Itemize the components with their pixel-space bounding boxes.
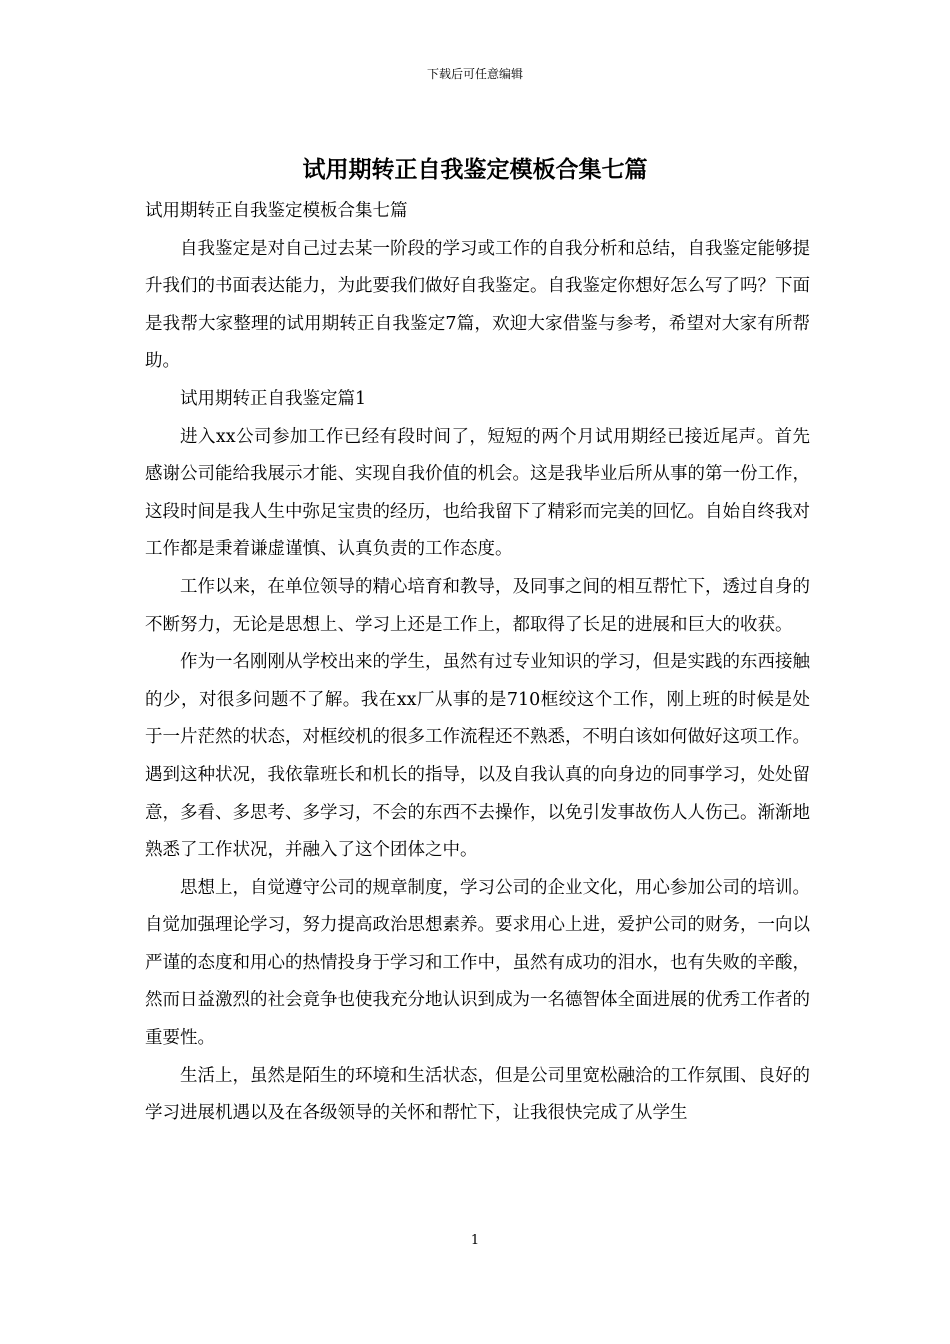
subtitle-paragraph: 试用期转正自我鉴定模板合集七篇 (145, 201, 408, 221)
body-paragraph: 进入xx公司参加工作已经有段时间了，短短的两个月试用期经已接近尾声。首先感谢公司能给我展示才能、实现自我价值的机会。这是我毕业后所从事的第一份工作，这段时间是我人生中弥足宝贵的经历，也给我留下了精彩而完美的回忆。自始自终我对工作都是秉着谦虚谨慎、认真负责的工作态度。 (145, 426, 810, 560)
body-paragraph: 工作以来，在单位领导的精心培育和教导，及同事之间的相互帮忙下，透过自身的不断努力，无论是思想上、学习上还是工作上，都取得了长足的进展和巨大的收获。 (145, 576, 810, 635)
body-paragraph: 生活上，虽然是陌生的环境和生活状态，但是公司里宽松融洽的工作氛围、良好的学习进展机遇以及在各级领导的关怀和帮忙下，让我很快完成了从学生 (145, 1065, 810, 1124)
intro-paragraph: 自我鉴定是对自己过去某一阶段的学习或工作的自我分析和总结，自我鉴定能够提升我们的书面表达能力，为此要我们做好自我鉴定。自我鉴定你想好怎么写了吗？下面是我帮大家整理的试用期转正自我鉴定7篇，欢迎大家借鉴与参考，希望对大家有所帮助。 (145, 238, 810, 372)
section-heading: 试用期转正自我鉴定篇1 (180, 388, 367, 409)
body-paragraph: 作为一名刚刚从学校出来的学生，虽然有过专业知识的学习，但是实践的东西接触的少，对很多问题不了解。我在xx厂从事的是710框绞这个工作，刚上班的时候是处于一片茫然的状态，对框绞机的很多工作流程还不熟悉，不明白该如何做好这项工作。遇到这种状况，我依靠班长和机长的指导，以及自我认真的向身边的同事学习，处处留意，多看、多思考、多学习，不会的东西不去操作，以免引发事故伤人人伤己。渐渐地熟悉了工作状况，并融入了这个团体之中。 (145, 652, 810, 861)
page-number: 1 (470, 1233, 480, 1248)
page-header-note: 下载后可任意编辑 (426, 67, 523, 81)
document-title: 试用期转正自我鉴定模板合集七篇 (302, 156, 648, 183)
document-body (145, 193, 810, 1133)
body-paragraph: 思想上，自觉遵守公司的规章制度，学习公司的企业文化，用心参加公司的培训。自觉加强理论学习，努力提高政治思想素养。要求用心上进，爱护公司的财务，一向以严谨的态度和用心的热情投身于学习和工作中，虽然有成功的泪水，也有失败的辛酸，然而日益激烈的社会竟争也使我充分地认识到成为一名德智体全面进展的优秀工作者的重要性。 (145, 877, 810, 1049)
